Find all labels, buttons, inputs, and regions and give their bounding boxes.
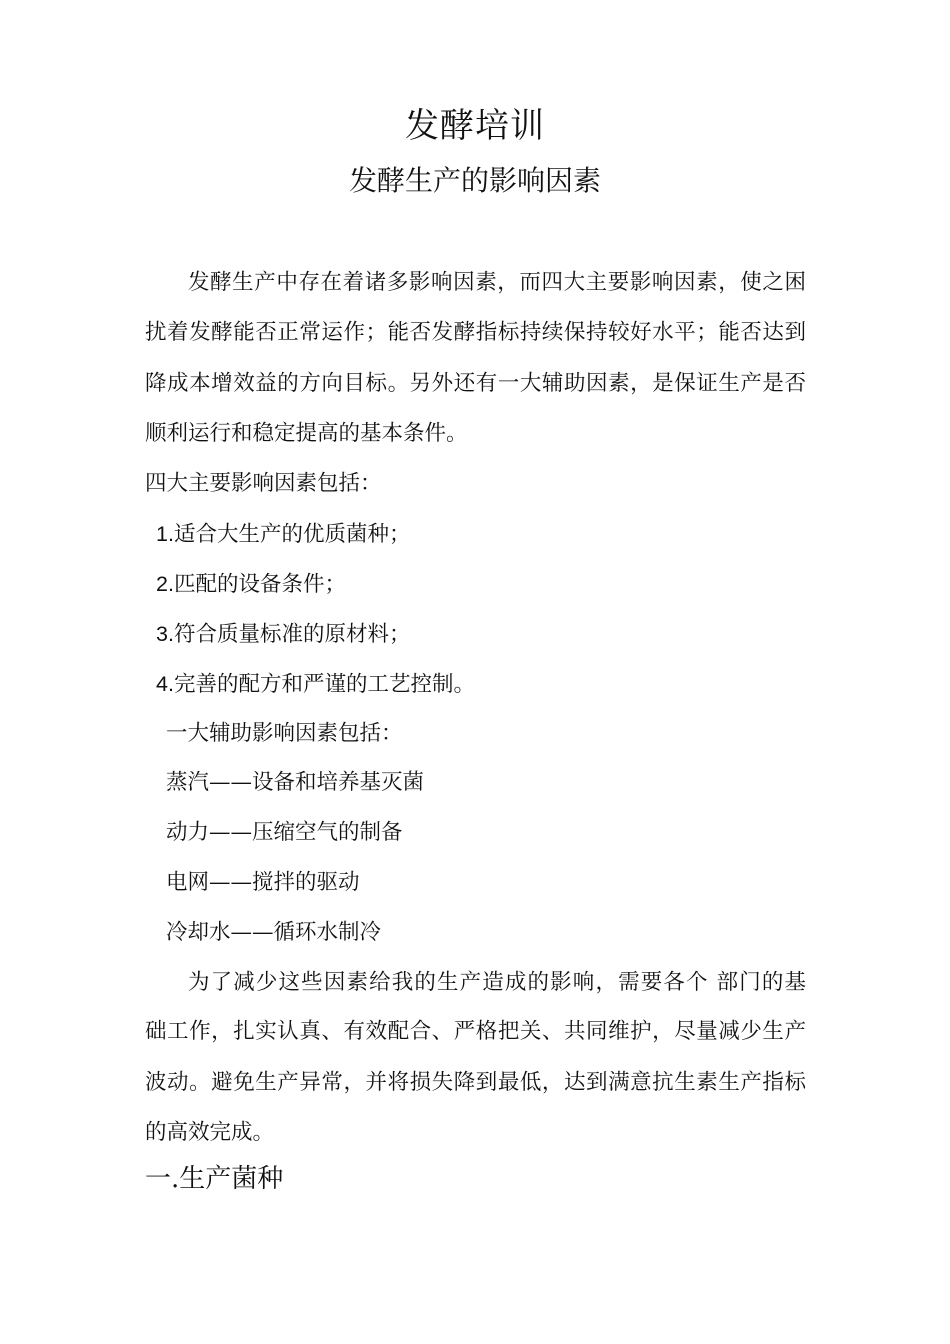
- main-factor-text: 符合质量标准的原材料；: [173, 622, 411, 647]
- main-factor-number: 2.: [156, 572, 174, 596]
- aux-factor-item: 动力——压缩空气的制备: [166, 820, 403, 845]
- main-factors-heading: 四大主要影响因素包括：: [145, 471, 382, 496]
- intro-line-4: 顺利运行和稳定提高的基本条件。: [145, 421, 468, 446]
- main-factor-item: [156, 669, 475, 700]
- closing-line-3: 波动。避免生产异常，并将损失降到最低，达到满意抗生素生产指标: [145, 1070, 806, 1095]
- main-factor-number: 1.: [156, 522, 174, 546]
- main-factor-text: 完善的配方和严谨的工艺控制。: [173, 672, 475, 697]
- main-factor-number: 3.: [156, 622, 174, 646]
- aux-factor-item: 蒸汽——设备和培养基灭菌: [166, 770, 425, 795]
- main-factor-item: [156, 569, 346, 600]
- main-factor-number: 4.: [156, 672, 174, 696]
- section-heading: 一.生产菌种: [145, 1164, 284, 1194]
- main-factor-text: 匹配的设备条件；: [173, 572, 346, 597]
- document-subtitle: 发酵生产的影响因素: [348, 164, 601, 197]
- aux-factor-item: 电网——搅拌的驱动: [166, 870, 360, 895]
- main-factor-item: [156, 619, 410, 650]
- closing-line-2: 础工作，扎实认真、有效配合、严格把关、共同维护，尽量减少生产: [145, 1019, 806, 1044]
- intro-line-3: 降成本增效益的方向目标。另外还有一大辅助因素，是保证生产是否: [145, 371, 806, 396]
- intro-line-2: 扰着发酵能否正常运作；能否发酵指标持续保持较好水平；能否达到: [145, 320, 806, 345]
- aux-factors-heading: 一大辅助影响因素包括：: [166, 721, 403, 746]
- document-title: 发酵培训: [405, 106, 545, 146]
- intro-line-1: 发酵生产中存在着诸多影响因素，而四大主要影响因素，使之困: [188, 270, 806, 295]
- closing-line-4: 的高效完成。: [145, 1120, 275, 1145]
- closing-line-1: 为了减少这些因素给我的生产造成的影响，需要各个 部门的基: [188, 970, 806, 995]
- main-factor-item: [156, 519, 410, 550]
- main-factor-text: 适合大生产的优质菌种；: [173, 522, 411, 547]
- aux-factor-item: 冷却水——循环水制冷: [166, 920, 382, 945]
